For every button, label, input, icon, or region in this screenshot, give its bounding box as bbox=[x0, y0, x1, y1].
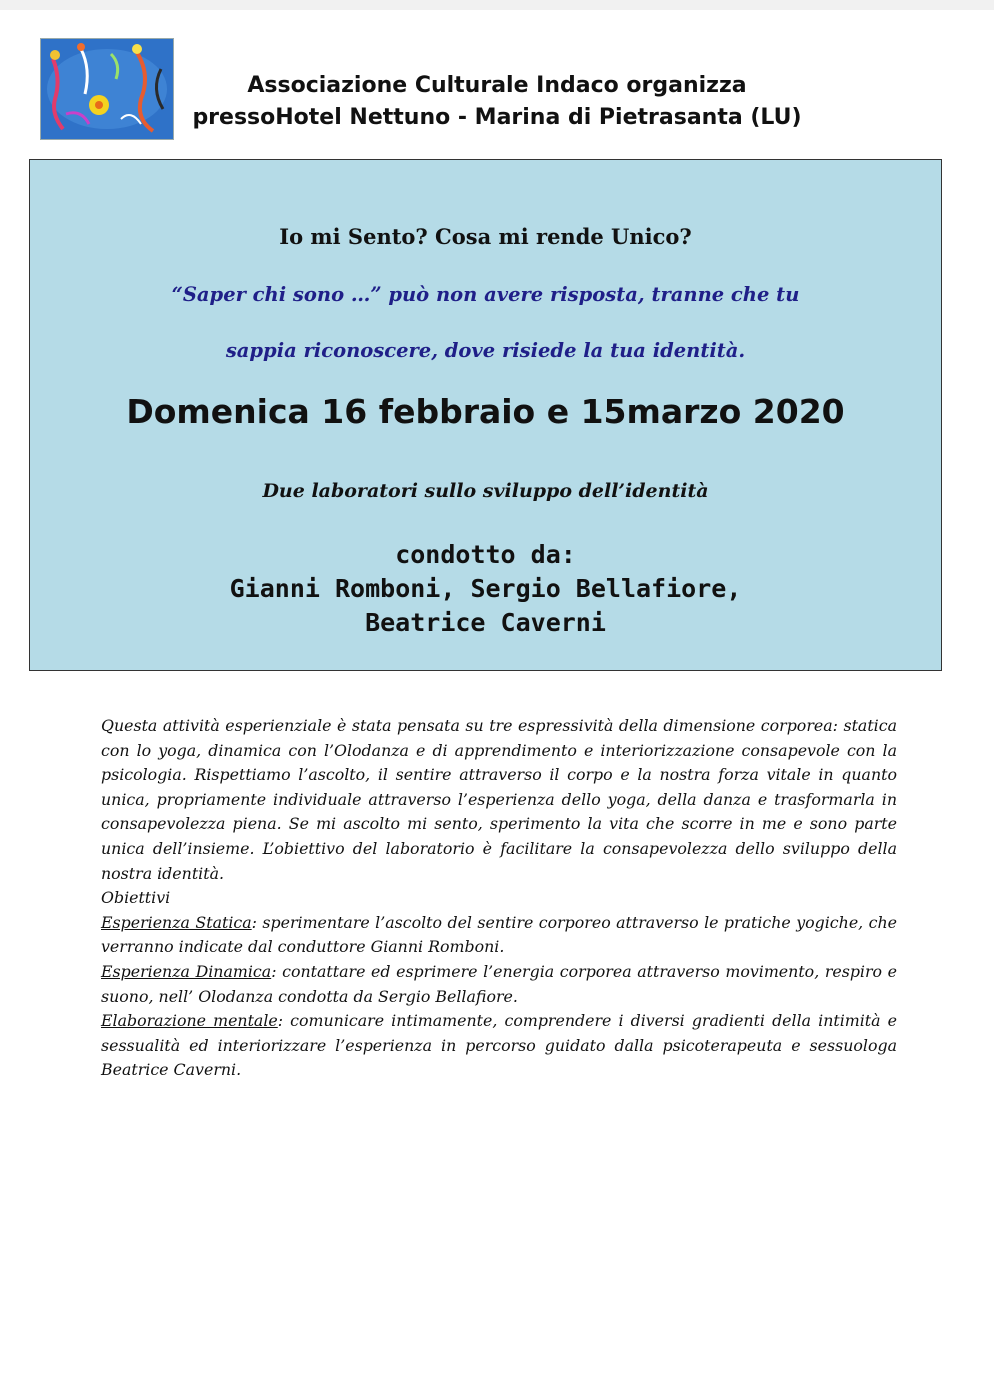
objective-static-label: Esperienza Statica bbox=[101, 912, 252, 932]
objective-mental-label: Elaborazione mentale bbox=[101, 1011, 278, 1031]
quote-line-1: “Saper chi sono …” può non avere risposta, tranne che tu bbox=[171, 283, 800, 306]
objectives-heading: Obiettivi bbox=[101, 888, 171, 908]
dancers-illustration bbox=[41, 39, 173, 139]
conductors-line-1: Gianni Romboni, Sergio Bellafiore, bbox=[229, 574, 742, 603]
conductors-line-2: Beatrice Caverni bbox=[365, 608, 606, 637]
description-section bbox=[101, 714, 897, 1083]
objective-mental-text: : comunicare intimamente, comprendere i diversi gradienti della intimità e sessualità ed interiorizzare l’esperienza in percorso guidato dalla psicoterapeuta e sessuologa Beatrice Caverni. bbox=[101, 1011, 897, 1080]
conducted-by-label: condotto da: bbox=[395, 540, 576, 569]
header-venue-line: pressoHotel Nettuno - Marina di Pietrasanta (LU) bbox=[192, 105, 802, 130]
objective-dynamic-label: Esperienza Dinamica bbox=[101, 961, 272, 981]
event-title: Io mi Sento? Cosa mi rende Unico? bbox=[279, 224, 692, 249]
association-logo-image bbox=[40, 38, 174, 140]
objective-dynamic-text: : contattare ed esprimere l’energia corporea attraverso movimento, respiro e suono, nell’ Olodanza condotta da Sergio Bellafiore. bbox=[101, 961, 898, 1006]
event-subtitle: Due laboratori sullo sviluppo dell’identità bbox=[262, 480, 709, 502]
event-dates: Domenica 16 febbraio e 15marzo 2020 bbox=[126, 392, 845, 431]
event-info-box bbox=[29, 159, 942, 671]
objective-static-text: : sperimentare l’ascolto del sentire corporeo attraverso le pratiche yogiche, che verranno indicate dal conduttore Gianni Romboni. bbox=[101, 912, 897, 957]
objective-static bbox=[101, 911, 897, 960]
top-strip bbox=[0, 0, 994, 10]
header bbox=[180, 70, 814, 134]
quote-line-2: sappia riconoscere, dove risiede la tua identità. bbox=[225, 339, 746, 362]
objective-dynamic bbox=[101, 960, 897, 1009]
intro-paragraph: Questa attività esperienziale è stata pensata su tre espressività della dimensione corporea: statica con lo yoga, dinamica con l’Olodanza e di apprendimento e interiorizzazione consapevole con la psicologia. Rispettiamo l’ascolto, il sentire attraverso il corpo e la nostra forza vitale in quanto unica, propriamente individuale attraverso l’esperienza dello yoga, della danza e trasformarla in consapevolezza piena. Se mi ascolto mi sento, sperimento la vita che scorre in me e sono parte unica dell’insieme. L’obiettivo del laboratorio è facilitare la consapevolezza dello sviluppo della nostra identità. bbox=[101, 716, 897, 883]
header-organizer-line: Associazione Culturale Indaco organizza bbox=[247, 73, 747, 98]
objective-mental bbox=[101, 1009, 897, 1083]
